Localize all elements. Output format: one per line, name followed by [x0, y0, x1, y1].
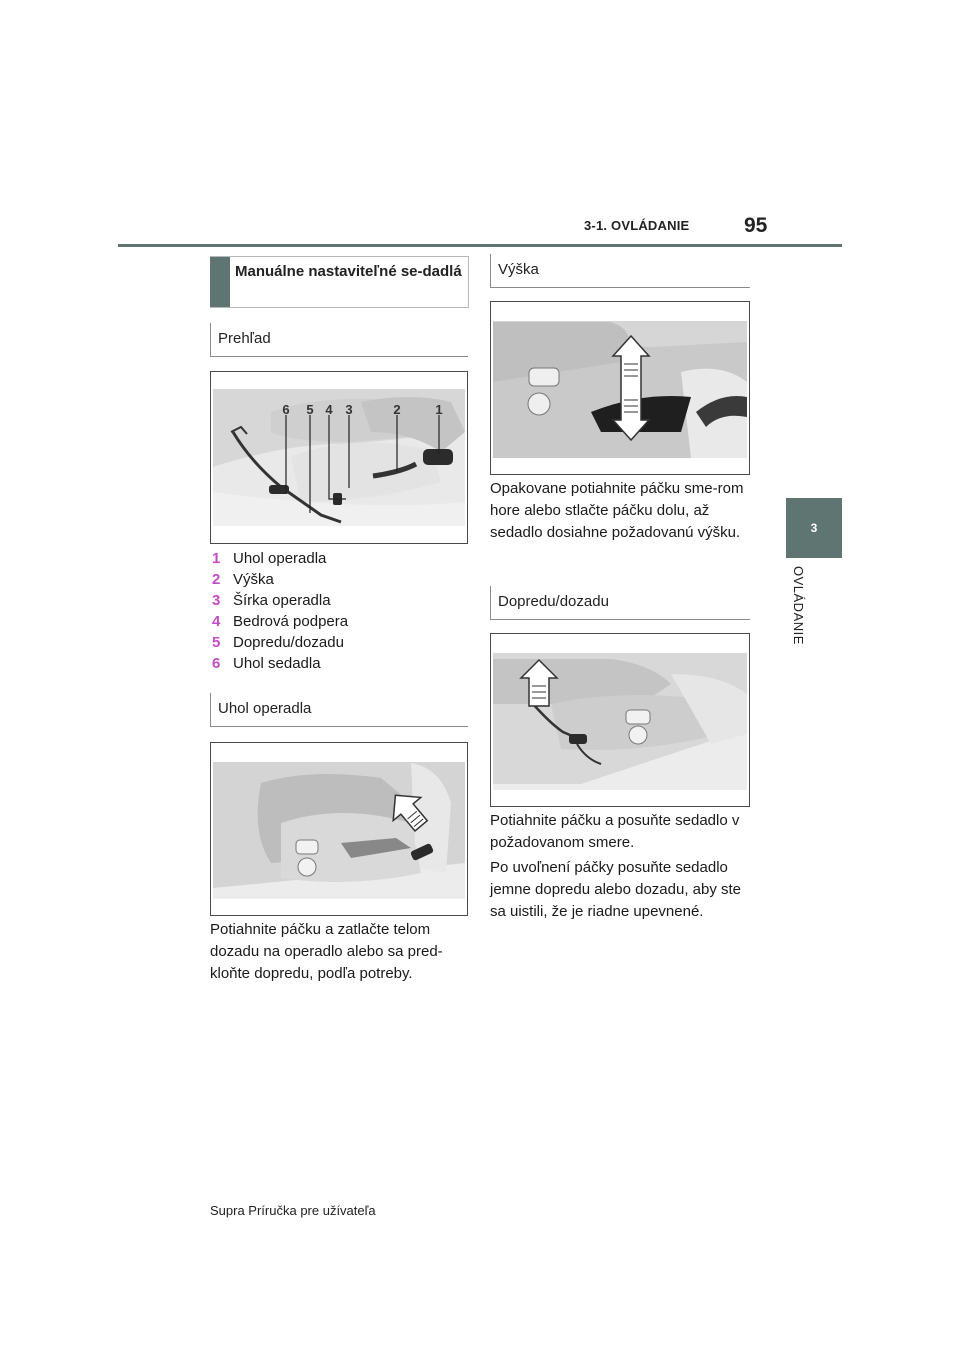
callout-3: 3 [345, 402, 353, 417]
subheading-backrest-text: Uhol operadla [218, 700, 312, 717]
legend-label: Výška [233, 571, 274, 588]
chapter-label: OVLÁDANIE [791, 566, 806, 645]
height-figure [490, 301, 750, 475]
overview-figure [210, 371, 468, 544]
fore-aft-figure [490, 633, 750, 807]
height-instructions: Opakovane potiahnite páčku sme-rom hore alebo stlačte páčku dolu, až sedadlo dosiahne požadovanú výšku. [490, 480, 744, 541]
callout-1: 1 [435, 402, 443, 417]
subheading-height [490, 254, 750, 288]
legend-number: 5 [212, 634, 221, 651]
legend-number: 4 [212, 613, 221, 630]
subheading-fore-aft [490, 586, 750, 620]
section-title: 3-1. OVLÁDANIE [584, 218, 690, 233]
backrest-illustration [211, 743, 467, 915]
legend-item [212, 632, 462, 653]
legend-label: Dopredu/dozadu [233, 634, 344, 651]
heading-accent-bar [210, 257, 230, 307]
main-heading: Manuálne nastaviteľné se-dadlá [235, 263, 462, 280]
fore-aft-illustration [491, 634, 749, 806]
page-number: 95 [744, 214, 768, 237]
legend-label: Uhol sedadla [233, 655, 321, 672]
footer-manual-title: Supra Príručka pre užívateľa [210, 1203, 376, 1218]
main-heading-box [210, 256, 469, 308]
subheading-fore-aft-text: Dopredu/dozadu [498, 593, 609, 610]
chapter-tab: 3 [786, 498, 842, 558]
callout-6: 6 [282, 402, 290, 417]
legend-item [212, 548, 462, 569]
subheading-overview [210, 323, 468, 357]
legend-number: 6 [212, 655, 221, 672]
callout-4: 4 [325, 402, 333, 417]
callout-2: 2 [393, 402, 401, 417]
legend-number: 1 [212, 550, 221, 567]
fore-aft-instructions: Potiahnite páčku a posuňte sedadlo v požadovanom smere. [490, 812, 740, 851]
fore-aft-note: Po uvoľnení páčky posuňte sedadlo jemne dopredu alebo dozadu, aby ste sa uistili, že je riadne upevnené. [490, 859, 742, 920]
backrest-instructions: Potiahnite páčku a zatlačte telom dozadu na operadlo alebo sa pred-kloňte dopredu, podľa potreby. [210, 921, 443, 982]
legend-label: Uhol operadla [233, 550, 327, 567]
legend-number: 2 [212, 571, 221, 588]
subheading-backrest [210, 693, 468, 727]
height-illustration [491, 302, 749, 474]
legend-item [212, 653, 462, 674]
backrest-figure [210, 742, 468, 916]
legend-label: Šírka operadla [233, 592, 331, 609]
legend-item [212, 590, 462, 611]
header-rule [118, 244, 842, 247]
overview-legend [212, 548, 462, 674]
legend-item [212, 611, 462, 632]
callout-5: 5 [306, 402, 314, 417]
seat-overview-illustration [211, 372, 467, 543]
legend-label: Bedrová podpera [233, 613, 349, 630]
subheading-height-text: Výška [498, 261, 539, 278]
subheading-overview-text: Prehľad [218, 330, 271, 347]
legend-item [212, 569, 462, 590]
legend-number: 3 [212, 592, 221, 609]
